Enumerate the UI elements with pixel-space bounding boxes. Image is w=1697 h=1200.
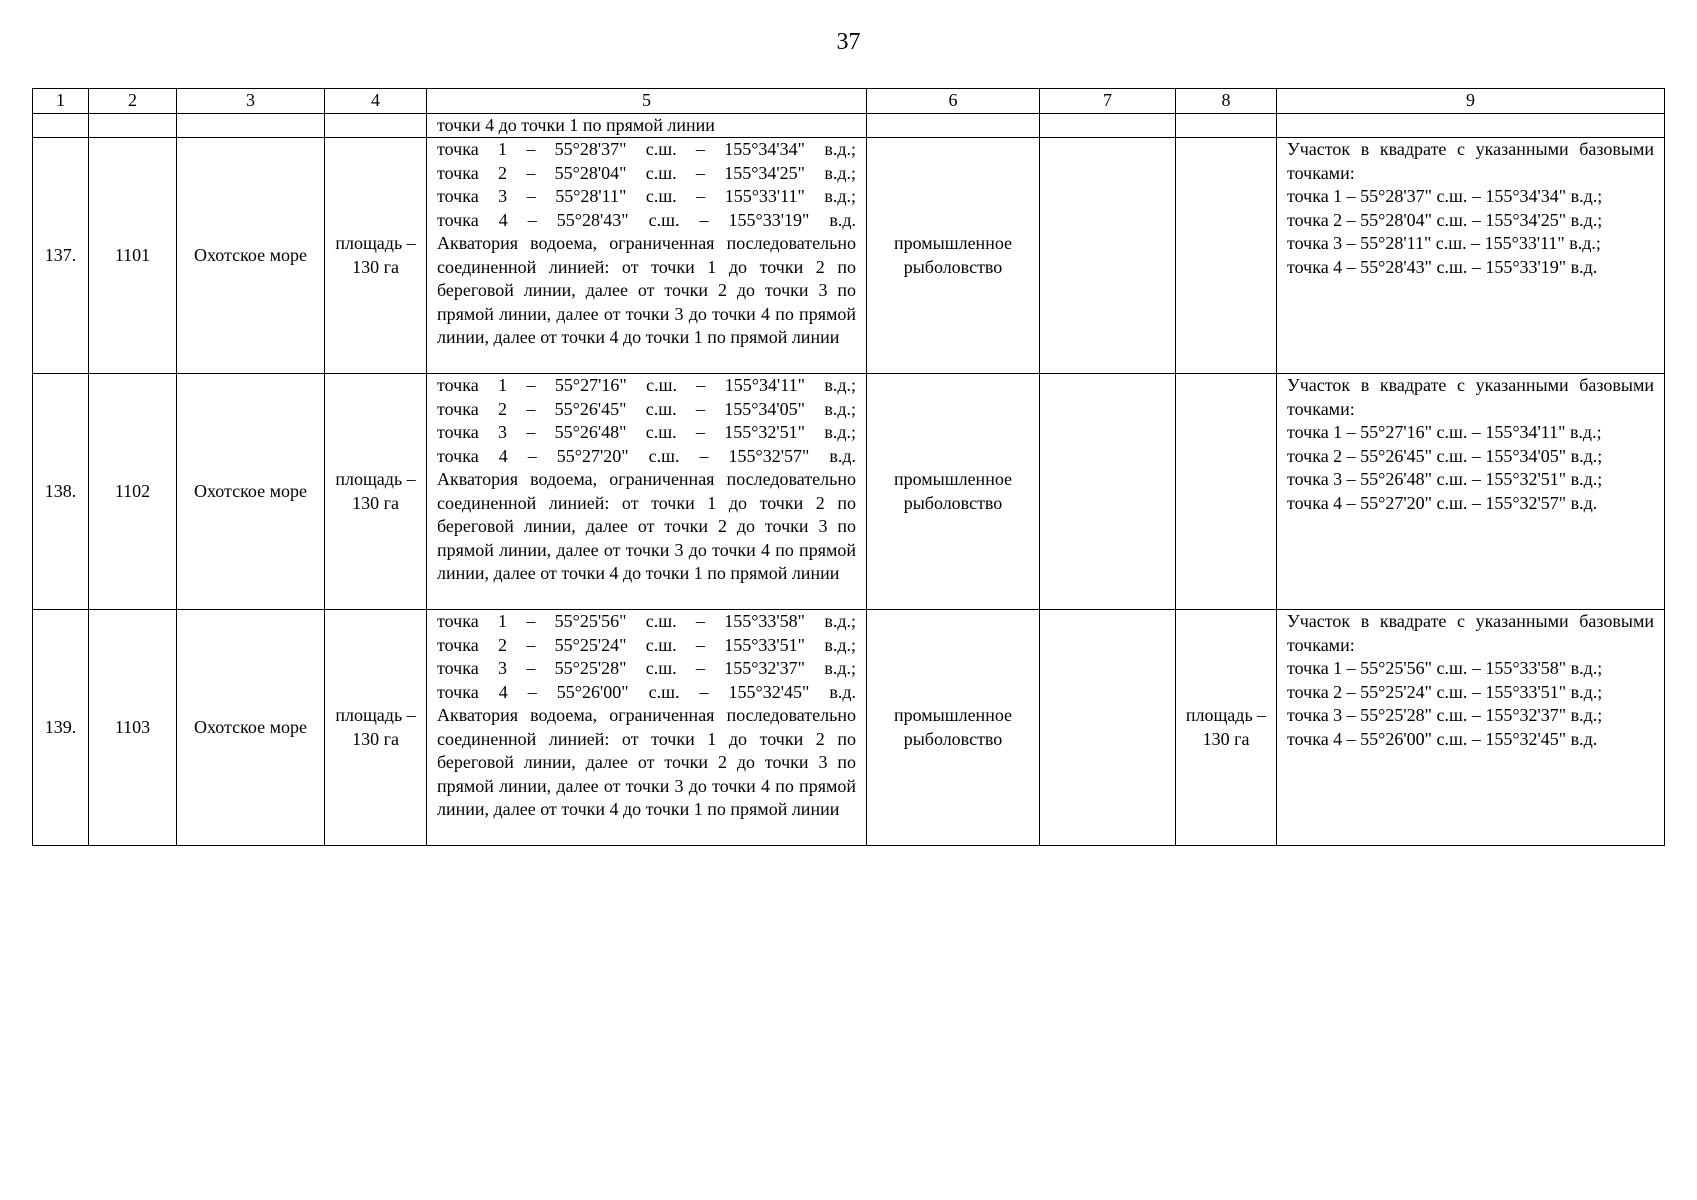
empty-cell <box>1040 113 1176 138</box>
site-note <box>1277 610 1665 846</box>
site-note <box>1277 138 1665 374</box>
column-header: 9 <box>1277 89 1665 114</box>
column-header: 8 <box>1176 89 1277 114</box>
boundary-point: точка 1 – 55°25'56" с.ш. – 155°33'58" в.д.; <box>437 611 856 631</box>
boundary-point: точка 3 – 55°25'28" с.ш. – 155°32'37" в.д.; <box>437 658 856 678</box>
empty-cell <box>89 113 177 138</box>
site-note-point: точка 4 – 55°27'20" с.ш. – 155°32'57" в.д. <box>1287 492 1598 513</box>
column-8-value <box>1176 374 1277 610</box>
site-note-point: точка 1 – 55°25'56" с.ш. – 155°33'58" в.д.; <box>1287 658 1603 678</box>
column-7-value <box>1040 374 1176 610</box>
record-id: 1103 <box>89 610 177 846</box>
column-header: 5 <box>427 89 867 114</box>
table-row <box>33 138 1665 374</box>
purpose: промышленное рыболовство <box>867 374 1040 610</box>
site-note-point: точка 3 – 55°26'48" с.ш. – 155°32'51" в.д.; <box>1287 469 1603 489</box>
boundary-point: точка 2 – 55°28'04" с.ш. – 155°34'25" в.д.; <box>437 162 856 183</box>
boundary-point: точка 4 – 55°28'43" с.ш. – 155°33'19" в.д. <box>437 209 856 230</box>
boundary-point: точка 2 – 55°26'45" с.ш. – 155°34'05" в.д.; <box>437 398 856 419</box>
boundary-point: точка 4 – 55°27'20" с.ш. – 155°32'57" в.д. <box>437 445 856 466</box>
site-note-point: точка 2 – 55°28'04" с.ш. – 155°34'25" в.д.; <box>1287 209 1603 230</box>
empty-cell <box>1277 113 1665 138</box>
column-7-value <box>1040 138 1176 374</box>
column-8-value: площадь – 130 га <box>1176 610 1277 846</box>
empty-cell <box>33 113 89 138</box>
boundary-description <box>427 138 867 374</box>
site-note <box>1277 374 1665 610</box>
site-note-point: точка 3 – 55°25'28" с.ш. – 155°32'37" в.д.; <box>1287 705 1603 725</box>
boundary-point: точка 1 – 55°27'16" с.ш. – 155°34'11" в.д.; <box>437 375 856 395</box>
site-note-point: точка 2 – 55°25'24" с.ш. – 155°33'51" в.д.; <box>1287 681 1603 702</box>
record-number: 139. <box>33 610 89 846</box>
empty-cell <box>867 113 1040 138</box>
record-number: 138. <box>33 374 89 610</box>
boundary-point: точка 4 – 55°26'00" с.ш. – 155°32'45" в.д. <box>437 681 856 702</box>
column-7-value <box>1040 610 1176 846</box>
column-header: 3 <box>177 89 325 114</box>
site-note-point: точка 4 – 55°26'00" с.ш. – 155°32'45" в.д. <box>1287 728 1598 749</box>
boundary-point: точка 1 – 55°28'37" с.ш. – 155°34'34" в.д.; <box>437 139 856 159</box>
boundary-text: Акватория водоема, ограниченная последовательно соединенной линией: от точки 1 до точки 2 по береговой линии, далее от точки 2 до точки 3 по прямой линии, далее от точки 3 до точки 4 по прямой линии, далее от точки 4 до точки 1 по прямой линии <box>437 233 856 347</box>
site-note-point: точка 1 – 55°27'16" с.ш. – 155°34'11" в.д.; <box>1287 422 1602 442</box>
boundary-point: точка 2 – 55°25'24" с.ш. – 155°33'51" в.д.; <box>437 634 856 655</box>
boundary-point: точка 3 – 55°28'11" с.ш. – 155°33'11" в.д.; <box>437 186 856 206</box>
site-note-point: точка 4 – 55°28'43" с.ш. – 155°33'19" в.д. <box>1287 256 1598 277</box>
site-note-intro: Участок в квадрате с указанными базовыми точками: <box>1287 611 1654 655</box>
record-id: 1101 <box>89 138 177 374</box>
record-number: 137. <box>33 138 89 374</box>
column-header: 1 <box>33 89 89 114</box>
column-number-header-row <box>33 89 1665 114</box>
site-note-point: точка 2 – 55°26'45" с.ш. – 155°34'05" в.д.; <box>1287 445 1603 466</box>
area: площадь – 130 га <box>325 374 427 610</box>
site-note-point: точка 3 – 55°28'11" с.ш. – 155°33'11" в.д.; <box>1287 233 1601 253</box>
continuation-text: точки 4 до точки 1 по прямой линии <box>427 113 867 138</box>
water-body: Охотское море <box>177 610 325 846</box>
table-row <box>33 374 1665 610</box>
boundary-text: Акватория водоема, ограниченная последовательно соединенной линией: от точки 1 до точки 2 по береговой линии, далее от точки 2 до точки 3 по прямой линии, далее от точки 3 до точки 4 по прямой линии, далее от точки 4 до точки 1 по прямой линии <box>437 469 856 583</box>
column-header: 4 <box>325 89 427 114</box>
column-header: 2 <box>89 89 177 114</box>
empty-cell <box>177 113 325 138</box>
record-id: 1102 <box>89 374 177 610</box>
table-row <box>33 610 1665 846</box>
site-note-intro: Участок в квадрате с указанными базовыми точками: <box>1287 375 1654 419</box>
boundary-point: точка 3 – 55°26'48" с.ш. – 155°32'51" в.д.; <box>437 422 856 442</box>
area: площадь – 130 га <box>325 138 427 374</box>
column-header: 7 <box>1040 89 1176 114</box>
site-note-intro: Участок в квадрате с указанными базовыми точками: <box>1287 139 1654 183</box>
continuation-row <box>33 113 1665 138</box>
boundary-description <box>427 374 867 610</box>
registry-table <box>32 88 1665 846</box>
empty-cell <box>325 113 427 138</box>
column-header: 6 <box>867 89 1040 114</box>
site-note-point: точка 1 – 55°28'37" с.ш. – 155°34'34" в.д.; <box>1287 186 1603 206</box>
column-8-value <box>1176 138 1277 374</box>
water-body: Охотское море <box>177 138 325 374</box>
water-body: Охотское море <box>177 374 325 610</box>
purpose: промышленное рыболовство <box>867 138 1040 374</box>
purpose: промышленное рыболовство <box>867 610 1040 846</box>
boundary-description <box>427 610 867 846</box>
boundary-text: Акватория водоема, ограниченная последовательно соединенной линией: от точки 1 до точки 2 по береговой линии, далее от точки 2 до точки 3 по прямой линии, далее от точки 3 до точки 4 по прямой линии, далее от точки 4 до точки 1 по прямой линии <box>437 705 856 819</box>
area: площадь – 130 га <box>325 610 427 846</box>
empty-cell <box>1176 113 1277 138</box>
page-number: 37 <box>836 29 861 55</box>
